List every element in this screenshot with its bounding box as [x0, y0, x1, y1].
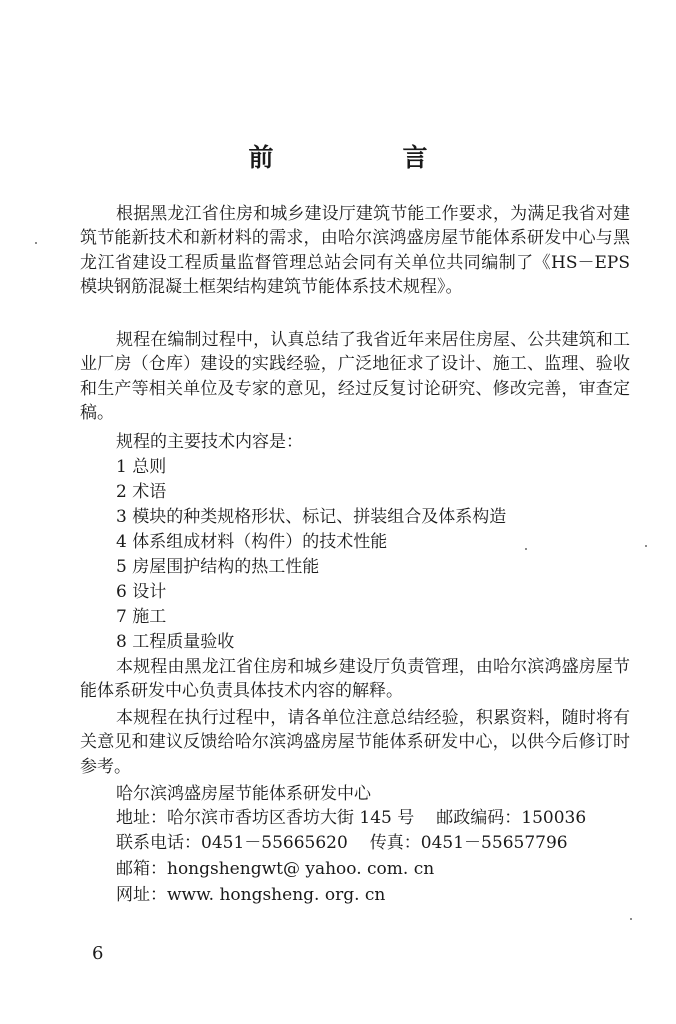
contact-fax: 传真：0451－55657796	[369, 833, 568, 853]
closing-paragraph-1: 本规程由黑龙江省住房和城乡建设厅负责管理，由哈尔滨鸿盛房屋节能体系研发中心负责具体技术内容的解释。	[80, 657, 630, 702]
contents-item-3: 3 模块的种类规格形状、标记、拼装组合及体系构造	[116, 507, 507, 527]
closing-paragraph-2: 本规程在执行过程中，请各单位注意总结经验，积累资料，随时将有关意见和建议反馈给哈尔滨鸿盛房屋节能体系研发中心，以供今后修订时参考。	[80, 708, 630, 777]
contents-item-6: 6 设计	[116, 582, 167, 602]
intro-paragraph-2: 规程在编制过程中，认真总结了我省近年来居住房屋、公共建筑和工业厂房（仓库）建设的实践经验，广泛地征求了设计、施工、监理、验收和生产等相关单位及专家的意见，经过反复讨论研究、修改完善，审查定稿。	[80, 330, 630, 424]
contact-address: 地址：哈尔滨市香坊区香坊大街 145 号	[116, 808, 415, 828]
scan-speck	[630, 918, 632, 920]
contents-item-2: 2 术语	[116, 482, 167, 502]
contents-item-8: 8 工程质量验收	[116, 632, 235, 652]
contact-address-line	[116, 806, 586, 830]
contact-phone-line	[116, 831, 568, 855]
contact-postcode: 邮政编码：150036	[436, 808, 587, 828]
page-title: 前 言	[248, 143, 480, 172]
page-number: 6	[92, 943, 104, 964]
contents-item-1: 1 总则	[116, 457, 167, 477]
contact-email: 邮箱：hongshengwt@ yahoo. com. cn	[116, 859, 435, 879]
scan-speck	[35, 242, 37, 244]
intro-paragraph-1: 根据黑龙江省住房和城乡建设厅建筑节能工作要求，为满足我省对建筑节能新技术和新材料的需求，由哈尔滨鸿盛房屋节能体系研发中心与黑龙江省建设工程质量监督管理总站会同有关单位共同编制了《HS－EPS 模块钢筋混凝土框架结构建筑节能体系技术规程》。	[80, 204, 630, 298]
contact-phone: 联系电话：0451－55665620	[116, 833, 348, 853]
contact-website: 网址：www. hongsheng. org. cn	[116, 885, 386, 905]
contents-item-5: 5 房屋围护结构的热工性能	[116, 557, 320, 577]
scan-speck	[525, 548, 527, 550]
scan-speck	[645, 545, 647, 547]
contents-item-7: 7 施工	[116, 607, 167, 627]
contents-item-4: 4 体系组成材料（构件）的技术性能	[116, 532, 388, 552]
contents-intro: 规程的主要技术内容是：	[116, 432, 303, 452]
contact-org: 哈尔滨鸿盛房屋节能体系研发中心	[116, 784, 371, 804]
